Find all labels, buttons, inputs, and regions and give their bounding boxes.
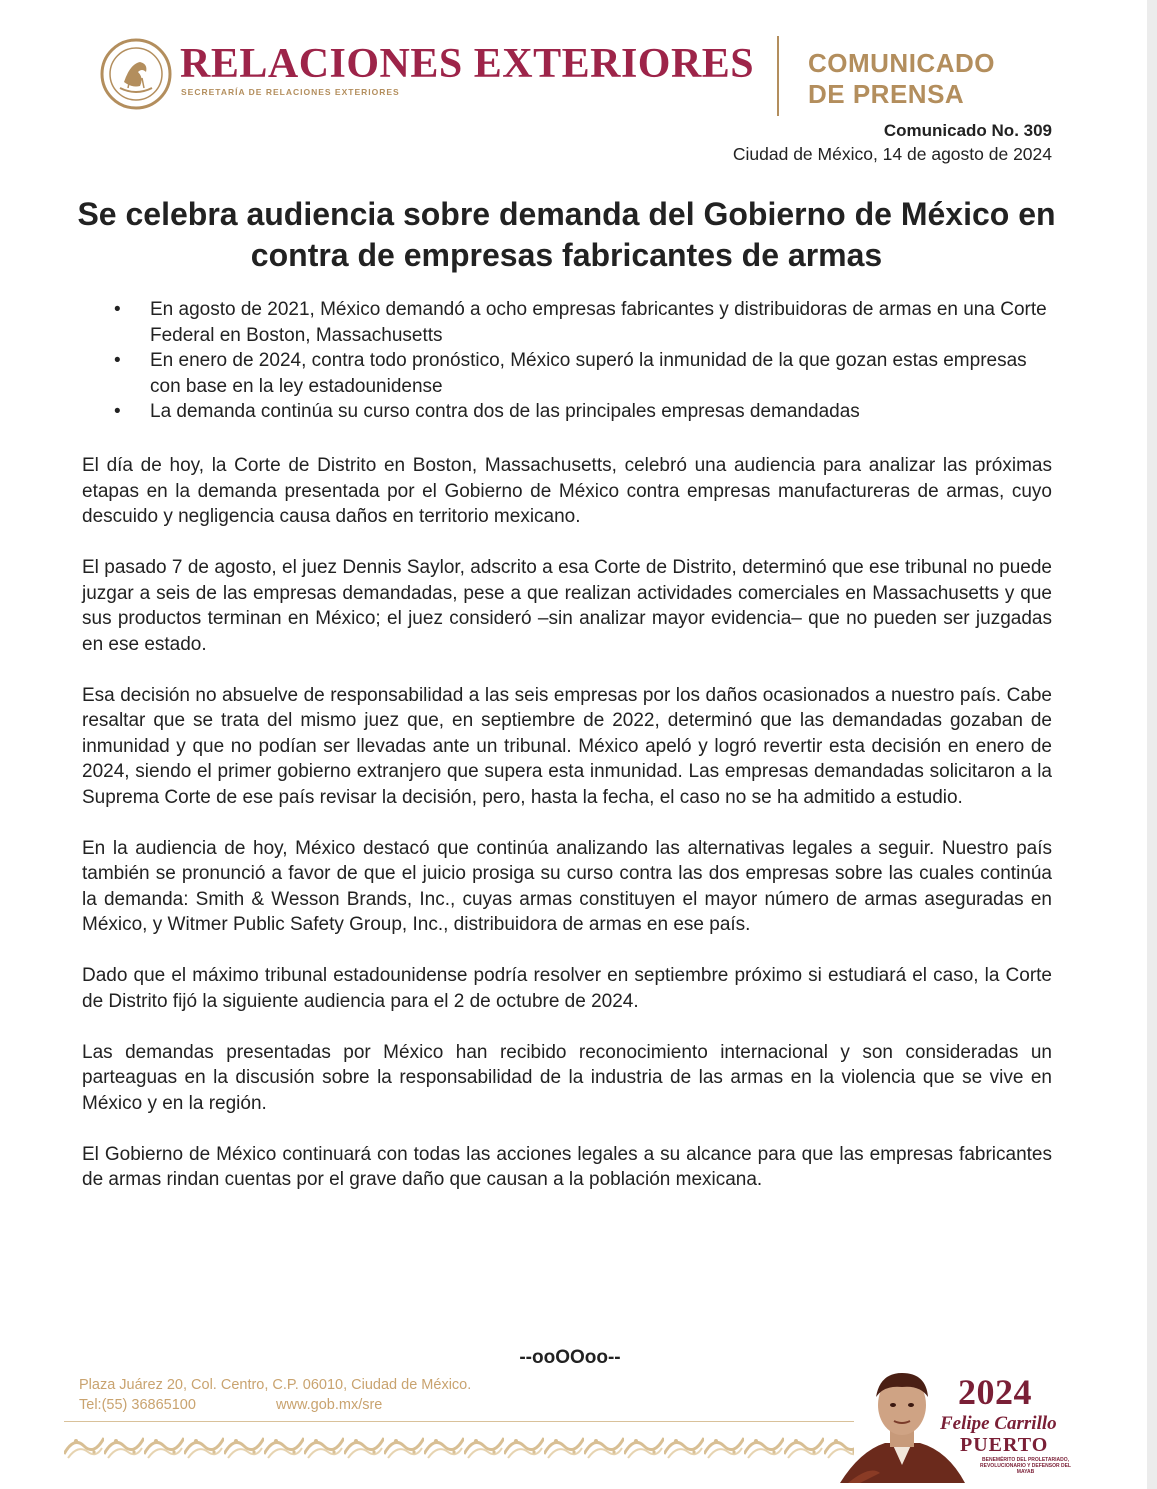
coat-of-arms-seal-icon <box>100 38 172 110</box>
org-name: RELACIONES EXTERIORES <box>180 41 755 87</box>
paragraph: El día de hoy, la Corte de Distrito en Boston, Massachusetts, celebró una audiencia para analizar las próximas etapas en la demanda presentada por el Gobierno de México contra empresas manufactureras de armas, cuyo descuido y negligencia causa daños en territorio mexicano. <box>82 455 1052 527</box>
bullet-item: • En enero de 2024, contra todo pronóstico, México superó la inmunidad de la que gozan estas empresas con base en la ley estadounidense <box>82 348 1052 399</box>
paragraph: Esa decisión no absuelve de responsabilidad a las seis empresas por los daños ocasionados a nuestro país. Cabe resaltar que se trata del mismo juez que, en septiembre de 2022, determinó que las demandadas gozaban de inmunidad y que no podían ser llevadas ante un tribunal. México apeló y logró revertir esta decisión en enero de 2024, siendo el primer gobierno extranjero que supera esta inmunidad. Las empresas demandadas solicitaron a la Suprema Corte de ese país revisar la decisión, pero, hasta la fecha, el caso no se ha admitido a estudio. <box>82 684 1052 808</box>
press-release-label-line1: COMUNICADO <box>808 48 995 78</box>
footer-website-link[interactable]: www.gob.mx/sre <box>276 1397 383 1413</box>
paragraph: En la audiencia de hoy, México destacó que continúa analizando las alternativas legales a seguir. Nuestro país también se pronunció a favor de que el juicio prosiga su curso contra las dos empresas sobre las cuales continúa la demanda: Smith & Wesson Brands, Inc., cuyas armas constituyen el mayor número de armas aseguradas en México, y Witmer Public Safety Group, Inc., distribuidora de armas en ese país. <box>82 837 1052 935</box>
footer-phone[interactable]: Tel:(55) 36865100 <box>79 1397 196 1413</box>
place-date: Ciudad de México, 14 de agosto de 2024 <box>732 144 1052 164</box>
paragraph: Dado que el máximo tribunal estadounidense podría resolver en septiembre próximo si estudiará el caso, la Corte de Distrito fijó la siguiente audiencia para el 2 de octubre de 2024. <box>82 965 1052 1012</box>
bullet-item: • En agosto de 2021, México demandó a ocho empresas fabricantes y distribuidoras de armas en una Corte Federal en Boston, Massachusetts <box>82 297 1052 348</box>
honoree-name: Felipe Carrillo <box>940 1413 1057 1434</box>
org-subtitle: SECRETARÍA DE RELACIONES EXTERIORES <box>181 87 400 97</box>
paragraph: Las demandas presentadas por México han recibido reconocimiento internacional y son consideradas un parteaguas en la discusión sobre la responsabilidad de la industria de las armas en la violencia que se vive en México y en la región. <box>82 1041 1052 1114</box>
page-edge <box>1147 0 1157 1489</box>
bullet-item: • La demanda continúa su curso contra dos de las principales empresas demandadas <box>82 399 1052 425</box>
paragraph: El Gobierno de México continuará con todas las acciones legales a su alcance para que las empresas fabricantes de armas rindan cuentas por el grave daño que causan a la población mexicana. <box>82 1143 1052 1190</box>
footer-rule <box>64 1421 854 1422</box>
paragraph: El pasado 7 de agosto, el juez Dennis Saylor, adscrito a esa Corte de Distrito, determinó que ese tribunal no puede juzgar a seis de las empresas demandadas, pese a que realizan actividades comerciales en Massachusetts y que sus productos terminan en México; el juez consideró –sin analizar mayor evidencia– que no pueden ser juzgadas en ese estado. <box>82 557 1052 655</box>
body-text <box>82 453 1052 1218</box>
honoree-surname: PUERTO <box>960 1434 1049 1456</box>
footer-address: Plaza Juárez 20, Col. Centro, C.P. 06010, Ciudad de México. <box>79 1377 472 1393</box>
footer-ornament-pattern <box>64 1432 854 1460</box>
honoree-tagline: BENEMÉRITO DEL PROLETARIADO, REVOLUCIONARIO Y DEFENSOR DEL MAYAB <box>980 1457 1071 1475</box>
press-title: Se celebra audiencia sobre demanda del Gobierno de México en contra de empresas fabricantes de armas <box>77 196 1056 273</box>
summary-bullets <box>82 297 1052 425</box>
commemorative-year: 2024 <box>958 1372 1032 1412</box>
press-release-label-line2: DE PRENSA <box>808 79 965 109</box>
end-separator: --ooOOoo-- <box>519 1347 621 1368</box>
header-divider <box>777 36 779 116</box>
communique-number: Comunicado No. 309 <box>883 121 1052 140</box>
